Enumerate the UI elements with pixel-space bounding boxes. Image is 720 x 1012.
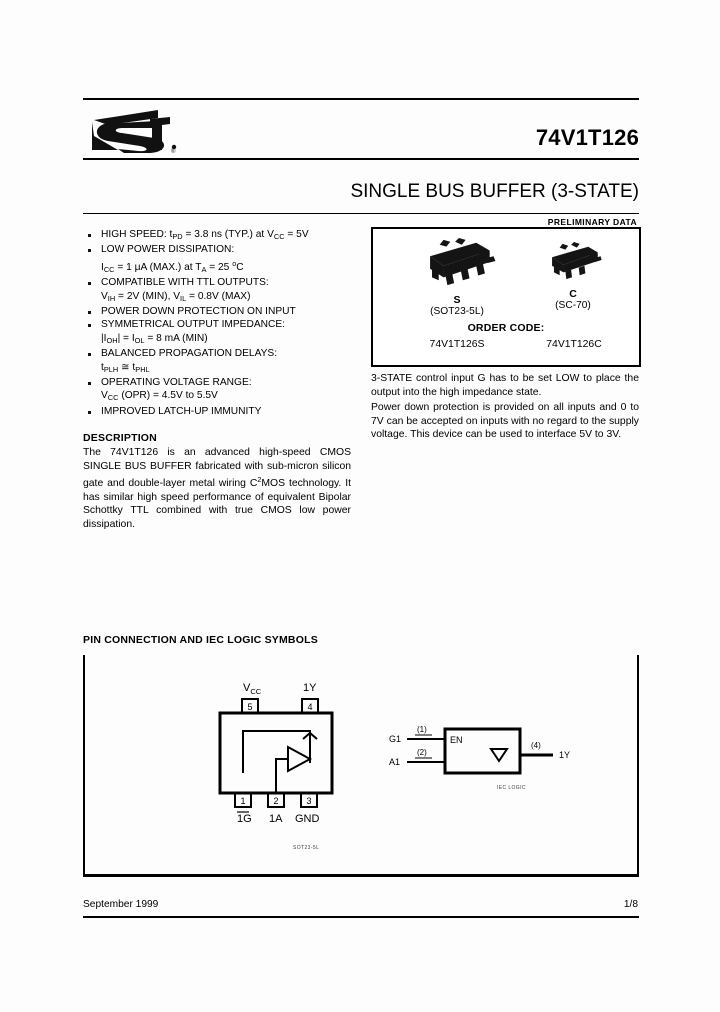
right-notes (371, 372, 639, 444)
list-item (83, 305, 358, 318)
list-item (83, 243, 358, 276)
feature-line-2: $I_{CC} = 1$ μA (MAX.) at $T_A = 25$ $^o$C (101, 258, 244, 274)
iec-enable-label: EN (450, 735, 463, 745)
feature-line-2: $t_{PLH}$ ≅ $t_{PHL}$ (101, 361, 150, 374)
package-letter: C (569, 288, 577, 300)
sot23-5l-package-icon (415, 237, 499, 287)
pin-connection-frame (83, 655, 639, 877)
document-subtitle: SINGLE BUS BUFFER (3-STATE) (350, 181, 639, 202)
feature-line: SYMMETRICAL OUTPUT IMPEDANCE: (101, 319, 285, 331)
feature-line: HIGH SPEED: $t_{PD} = 3.8$ ns (TYP.) at $V_{CC} = 5V$ (101, 229, 309, 241)
list-item (83, 376, 358, 405)
footer-date: September 1999 (83, 899, 159, 910)
header-bottom-rule (83, 213, 639, 214)
pin-label-1a: 1A (269, 813, 283, 825)
features-list (83, 228, 358, 418)
footer-page-number: 1/8 (623, 899, 638, 910)
feature-line-2: $V_{CC}$ (OPR) = 4.5V to 5.5V (101, 390, 218, 403)
package-row (373, 237, 639, 317)
feature-line: BALANCED PROPAGATION DELAYS: (101, 348, 278, 360)
header-middle-rule (83, 158, 639, 160)
order-code-s: 74V1T126S (429, 339, 485, 350)
bullet-marker-icon (88, 324, 91, 327)
pin-diagram-ref: SOT23-5L (293, 845, 320, 851)
package-name: (SC-70) (555, 300, 591, 311)
pin-connection-heading: PIN CONNECTION AND IEC LOGIC SYMBOLS (83, 634, 318, 646)
feature-line: POWER DOWN PROTECTION ON INPUT (101, 306, 296, 318)
package-letter: S (453, 294, 461, 306)
sc-70-package-icon (542, 241, 604, 281)
feature-line: COMPATIBLE WITH TTL OUTPUTS: (101, 277, 269, 289)
pin-label-gnd: GND (295, 813, 320, 825)
bullet-marker-icon (88, 353, 91, 356)
order-code-heading: ORDER CODE: (467, 322, 545, 334)
iec-pin-1: (1) (417, 725, 427, 734)
order-code-c: 74V1T126C (546, 339, 602, 350)
list-item (83, 228, 358, 243)
package-order-box (371, 227, 641, 367)
page-title: 74V1T126 (535, 125, 639, 150)
note-paragraph-1: 3-STATE control input G has to be set LOW to place the output into the high impedance state. (371, 373, 639, 398)
description-heading: DESCRIPTION (83, 432, 157, 444)
bullet-marker-icon (88, 234, 91, 237)
package-s (397, 237, 517, 317)
bullet-marker-icon (88, 311, 91, 314)
pin-connection-diagram (143, 663, 403, 863)
pin-number-4: 4 (307, 702, 313, 712)
list-item (83, 347, 358, 376)
pin-label-1g: 1G (237, 813, 252, 825)
header-top-rule (83, 98, 639, 100)
feature-line: IMPROVED LATCH-UP IMMUNITY (101, 405, 262, 417)
pin-label-vcc: $V_{CC}$ (243, 682, 262, 696)
pin-number-1: 1 (240, 796, 246, 806)
feature-line: LOW POWER DISSIPATION: (101, 244, 235, 256)
pin-number-5: 5 (247, 702, 253, 712)
pin-number-2: 2 (273, 796, 279, 806)
package-c (521, 241, 625, 311)
iec-pin-2: (2) (417, 748, 427, 757)
pin-number-3: 3 (306, 796, 312, 806)
iec-input-label-g1: G1 (389, 734, 402, 744)
package-name: (SOT23-5L) (430, 306, 484, 317)
iec-symbol-ref: IEC LOGIC (497, 785, 526, 791)
preliminary-data-badge: PRELIMINARY DATA (547, 217, 637, 227)
bullet-marker-icon (88, 282, 91, 285)
feature-line-2: $V_{IH} = 2V$ (MIN), $V_{IL} = 0.8V$ (MAX) (101, 290, 251, 303)
list-item (83, 276, 358, 305)
st-logo (88, 106, 180, 154)
pin-label-1y: 1Y (303, 682, 317, 694)
iec-logic-symbol (385, 717, 605, 827)
iec-pin-4: (4) (531, 741, 541, 750)
feature-line: OPERATING VOLTAGE RANGE: (101, 377, 252, 389)
bullet-marker-icon (88, 411, 91, 414)
description-body: The 74V1T126 is an advanced high-speed CMOS SINGLE BUS BUFFER fabricated with sub-micron silicon gate and double-layer metal wiring $C^2MOS$ technology. It has similar high speed performance of equivalent Bipolar Schottky TTL combined with true CMOS low power dissipation. (83, 447, 351, 530)
iec-input-label-a1: A1 (389, 757, 401, 767)
list-item (83, 318, 358, 347)
svg-text:®: ® (171, 149, 176, 154)
footer-rule (83, 916, 639, 918)
bullet-marker-icon (88, 382, 91, 385)
bullet-marker-icon (88, 249, 91, 252)
iec-output-label-1y: 1Y (559, 750, 571, 760)
feature-line-2: $|I_{OH}| = I_{OL} = 8$ mA (MIN) (101, 332, 208, 345)
note-paragraph-2: Power down protection is provided on all inputs and 0 to 7V can be accepted on inputs with no regard to the supply voltage. This device can be used to interface 5V to 3V. (371, 402, 639, 441)
list-item (83, 405, 358, 418)
page-content (83, 0, 639, 1012)
